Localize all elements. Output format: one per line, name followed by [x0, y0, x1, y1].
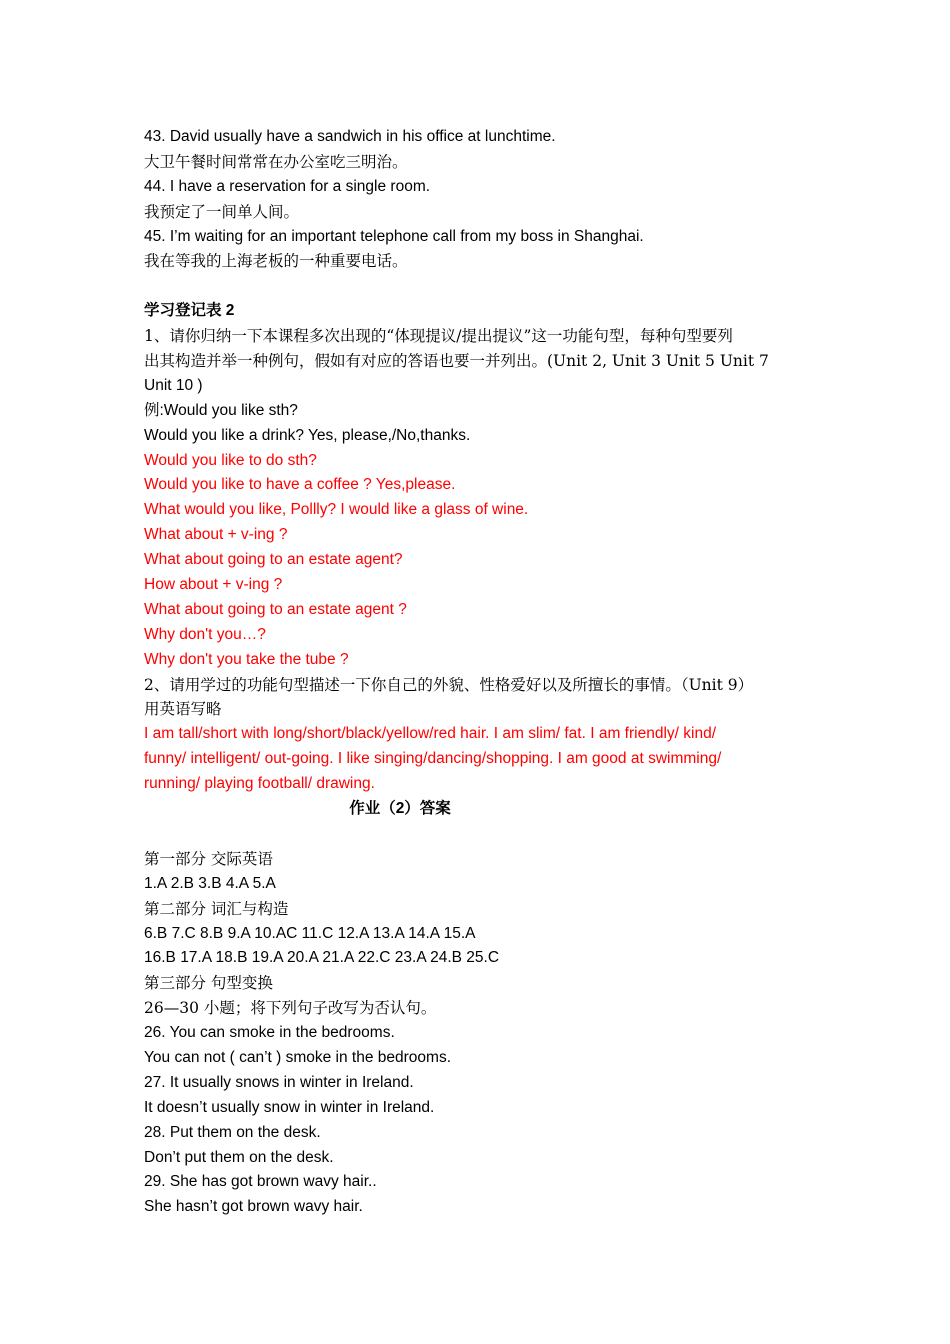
- text-line: 26. You can smoke in the bedrooms.: [144, 1024, 395, 1042]
- chinese-line: 大卫午餐时间常常在办公室吃三明治。: [144, 152, 408, 171]
- text-line: 1.A 2.B 3.B 4.A 5.A: [144, 874, 276, 892]
- answer-line: Why don't you take the tube ?: [144, 650, 349, 668]
- text-line: 27. It usually snows in winter in Ireland.: [144, 1073, 414, 1091]
- answer-line: funny/ intelligent/ out-going. I like singing/dancing/shopping. I am good at swimming/: [144, 750, 722, 768]
- blank-line: [144, 822, 804, 847]
- answer-line: What about going to an estate agent ?: [144, 600, 407, 618]
- chinese-line: 第二部分 词汇与构造: [144, 899, 289, 918]
- text-line: 例:Would you like sth?: [144, 401, 298, 419]
- answer-line: running/ playing football/ drawing.: [144, 775, 375, 793]
- chinese-line: 1、请你归纳一下本课程多次出现的“体现提议/提出提议”这一功能句型，每种句型要列: [144, 327, 733, 346]
- text-line: 16.B 17.A 18.B 19.A 20.A 21.A 22.C 23.A 24.B 25.C: [144, 949, 500, 967]
- text-line: 6.B 7.C 8.B 9.A 10.AC 11.C 12.A 13.A 14.A 15.A: [144, 924, 476, 942]
- chinese-line: 第一部分 交际英语: [144, 849, 273, 868]
- text-line: 43. David usually have a sandwich in his office at lunchtime.: [144, 128, 556, 145]
- text-line: Unit 10 ): [144, 376, 203, 394]
- text-line: 44. I have a reservation for a single room.: [144, 177, 431, 195]
- document-body: [144, 125, 804, 1220]
- text-line: It doesn’t usually snow in winter in Ireland.: [144, 1098, 435, 1116]
- chinese-line: 2、请用学过的功能句型描述一下你自己的外貌、性格爱好以及所擅长的事情。（Unit 9）: [144, 675, 754, 694]
- chinese-line: 用英语写略: [144, 700, 222, 719]
- text-line: She hasn’t got brown wavy hair.: [144, 1198, 363, 1216]
- text-line: 45. I’m waiting for an important telephone call from my boss in Shanghai.: [144, 227, 644, 245]
- answer-line: What about + v-ing ?: [144, 526, 288, 544]
- text-line: You can not ( can’t ) smoke in the bedrooms.: [144, 1048, 452, 1066]
- text-line: 29. She has got brown wavy hair..: [144, 1173, 377, 1191]
- chinese-line: 出其构造并举一种例句，假如有对应的答语也要一并列出。(Unit 2, Unit 3 Unit 5 Unit 7: [144, 352, 769, 371]
- text-line: Would you like a drink? Yes, please,/No,thanks.: [144, 426, 471, 444]
- answer-line: Would you like to do sth?: [144, 451, 317, 469]
- chinese-line: 我在等我的上海老板的一种重要电话。: [144, 252, 408, 271]
- chinese-line: 我预定了一间单人间。: [144, 202, 300, 221]
- blank-line: [144, 274, 804, 299]
- homework-answer-title: 作业（2）答案: [349, 800, 451, 818]
- answer-line: Would you like to have a coffee ? Yes,please.: [144, 476, 456, 494]
- section-heading: 学习登记表 2: [144, 302, 235, 320]
- answer-line: I am tall/short with long/short/black/yellow/red hair. I am slim/ fat. I am friendly/ kind/: [144, 725, 716, 743]
- answer-line: Why don't you…?: [144, 625, 266, 643]
- answer-line: What about going to an estate agent?: [144, 551, 403, 569]
- text-line: 28. Put them on the desk.: [144, 1123, 321, 1141]
- answer-line: How about + v-ing ?: [144, 576, 283, 594]
- answer-line: What would you like, Pollly? I would like a glass of wine.: [144, 501, 529, 519]
- text-line: Don’t put them on the desk.: [144, 1148, 334, 1166]
- chinese-line: 第三部分 句型变换: [144, 974, 273, 993]
- chinese-line: 26—30 小题；将下列句子改写为否认句。: [144, 999, 437, 1018]
